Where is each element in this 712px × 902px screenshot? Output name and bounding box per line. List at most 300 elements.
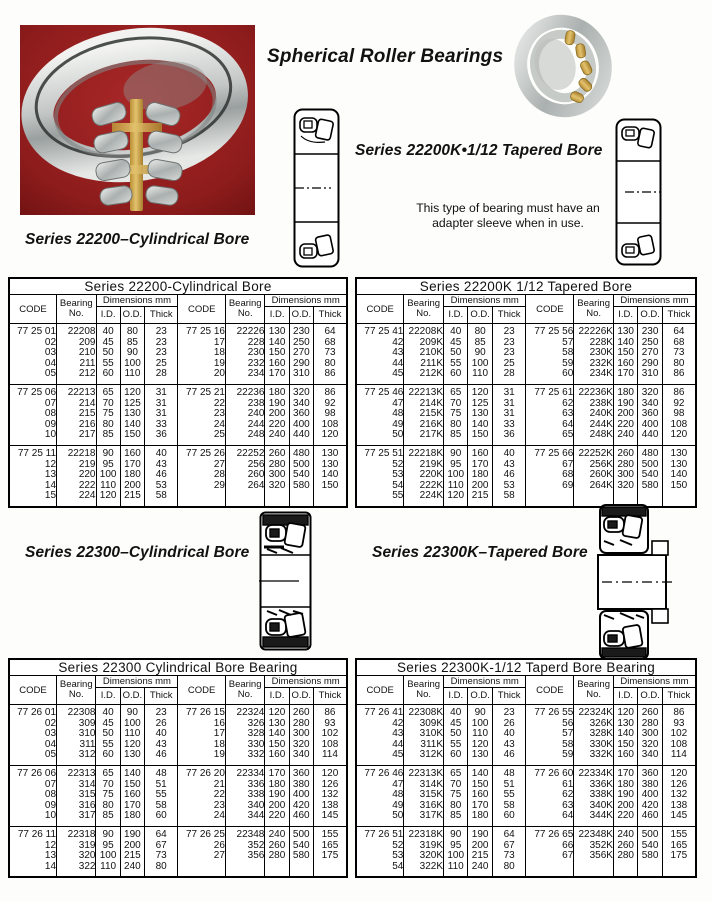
table-title: Series 22300 Cylindrical Bore Bearing bbox=[9, 659, 347, 676]
thick-cell: 33 bbox=[145, 420, 178, 431]
bearing-no-cell: 356K bbox=[574, 851, 614, 862]
thick-cell: 40 bbox=[492, 445, 526, 459]
bearing-no-cell: 260 bbox=[225, 470, 264, 481]
code-cell: 77 26 65 bbox=[526, 826, 574, 840]
thick-cell: 86 bbox=[314, 384, 348, 398]
code-cell: 50 bbox=[392, 811, 404, 822]
code-cell: 19 bbox=[178, 750, 226, 765]
bearing-no-cell: 22308 bbox=[57, 705, 96, 719]
id-cell: 110 bbox=[444, 862, 468, 878]
table-row bbox=[356, 780, 696, 791]
od-cell: 130 bbox=[120, 750, 144, 765]
table-row-group bbox=[356, 826, 696, 877]
bearing-no-cell: 22334 bbox=[225, 765, 264, 779]
table-row bbox=[356, 851, 696, 862]
od-cell: 180 bbox=[468, 470, 492, 481]
id-cell: 120 bbox=[96, 491, 120, 507]
table-row-group bbox=[9, 765, 347, 826]
id-cell: 70 bbox=[96, 399, 120, 410]
od-cell: 290 bbox=[638, 359, 662, 370]
table-row bbox=[9, 729, 347, 740]
od-cell: 215 bbox=[468, 491, 492, 507]
bearing-no-cell: 240 bbox=[225, 409, 264, 420]
od-cell: 580 bbox=[289, 481, 313, 492]
code-cell: 63 bbox=[526, 801, 574, 812]
table-row-group bbox=[356, 705, 696, 766]
id-cell: 50 bbox=[96, 729, 120, 740]
bearing-photo-large-art bbox=[20, 25, 255, 215]
column-header-thick: Thick bbox=[314, 307, 348, 324]
od-cell: 340 bbox=[289, 750, 313, 765]
thick-cell: 140 bbox=[662, 470, 696, 481]
thick-cell: 64 bbox=[492, 826, 526, 840]
id-cell: 75 bbox=[444, 790, 468, 801]
code-cell: 03 bbox=[44, 729, 57, 740]
bearing-no-cell: 22213K bbox=[404, 384, 444, 398]
bearing-no-cell: 22334K bbox=[574, 765, 614, 779]
thick-cell: 80 bbox=[662, 359, 696, 370]
code-cell: 07 bbox=[44, 398, 57, 409]
table-row bbox=[356, 862, 696, 878]
id-cell: 50 bbox=[444, 348, 468, 359]
thick-cell: 31 bbox=[145, 409, 178, 420]
thick-cell: 31 bbox=[492, 384, 526, 398]
thick-cell: 23 bbox=[492, 324, 526, 338]
code-cell: 77 26 06 bbox=[9, 765, 57, 779]
id-cell: 75 bbox=[96, 409, 120, 420]
od-cell: 580 bbox=[638, 481, 662, 492]
id-cell: 150 bbox=[613, 348, 637, 359]
thick-cell: 60 bbox=[145, 811, 178, 826]
od-cell: 215 bbox=[468, 851, 492, 862]
table-row bbox=[9, 338, 347, 349]
adapter-sleeve-note bbox=[398, 201, 618, 232]
od-cell: 160 bbox=[468, 445, 492, 459]
id-cell: 320 bbox=[265, 481, 289, 492]
table-title: Series 22300K-1/12 Taperd Bore Bearing bbox=[356, 659, 696, 676]
bearing-no-cell: 322 bbox=[57, 862, 96, 878]
table-row bbox=[9, 851, 347, 862]
bearing-no-cell: 220 bbox=[57, 470, 96, 481]
od-cell: 150 bbox=[120, 780, 144, 791]
code-cell: 08 bbox=[44, 409, 57, 420]
id-cell: 260 bbox=[613, 445, 637, 459]
id-cell: 240 bbox=[613, 430, 637, 445]
id-cell: 65 bbox=[444, 384, 468, 398]
thick-cell: 145 bbox=[662, 811, 696, 826]
od-cell: 310 bbox=[289, 369, 313, 384]
code-cell: 13 bbox=[44, 470, 57, 481]
id-cell: 180 bbox=[265, 384, 289, 398]
od-cell: 200 bbox=[120, 481, 144, 492]
column-header-code: CODE bbox=[19, 684, 47, 696]
code-cell: 64 bbox=[526, 420, 574, 431]
id-cell: 190 bbox=[265, 399, 289, 410]
code-cell: 43 bbox=[392, 729, 404, 740]
thick-cell: 175 bbox=[313, 851, 347, 862]
od-cell: 290 bbox=[289, 359, 313, 370]
bearing-no-cell: 317 bbox=[57, 811, 96, 826]
id-cell: 55 bbox=[96, 740, 120, 751]
id-cell: 240 bbox=[613, 826, 637, 840]
bearing-no-cell: 344 bbox=[225, 811, 264, 826]
bearing-no-cell: 319 bbox=[57, 841, 96, 852]
code-cell: 09 bbox=[44, 419, 57, 430]
bearing-no-cell: 260K bbox=[574, 470, 614, 481]
od-cell bbox=[289, 491, 313, 507]
bearing-no-cell: 22236 bbox=[225, 384, 264, 398]
thick-cell: 73 bbox=[145, 851, 178, 862]
id-cell: 40 bbox=[444, 705, 468, 719]
bearing-no-cell: 217K bbox=[404, 430, 444, 445]
bearing-no-cell: 22318 bbox=[57, 826, 96, 840]
adapter-sleeve-note-line2: adapter sleeve when in use. bbox=[432, 216, 584, 231]
column-header-dimensions: Dimensions mm bbox=[96, 295, 178, 307]
id-cell: 95 bbox=[96, 460, 120, 471]
od-cell: 320 bbox=[638, 740, 662, 751]
bearing-no-cell: 22226K bbox=[574, 324, 614, 338]
id-cell: 80 bbox=[96, 420, 120, 431]
bearing-no-cell: 310K bbox=[404, 729, 444, 740]
bearing-no-cell bbox=[225, 491, 264, 507]
thick-cell: 64 bbox=[145, 826, 178, 840]
od-cell: 190 bbox=[468, 826, 492, 840]
table-row-group bbox=[9, 384, 347, 445]
code-cell: 22 bbox=[178, 790, 226, 801]
bearing-no-cell: 315 bbox=[57, 790, 96, 801]
thick-cell: 138 bbox=[313, 801, 347, 812]
thick-cell: 86 bbox=[662, 384, 696, 398]
od-cell: 215 bbox=[120, 491, 144, 507]
bearing-no-cell: 320 bbox=[57, 851, 96, 862]
id-cell: 40 bbox=[444, 324, 468, 338]
od-cell: 300 bbox=[289, 729, 313, 740]
code-cell: 77 25 26 bbox=[178, 445, 226, 459]
bearing-no-cell: 336 bbox=[225, 780, 264, 791]
id-cell: 70 bbox=[444, 780, 468, 791]
bearing-no-cell: 332 bbox=[225, 750, 264, 765]
bearing-no-cell: 312 bbox=[57, 750, 96, 765]
table-row bbox=[9, 369, 347, 384]
column-header-id: I.D. bbox=[265, 307, 289, 324]
bearing-no-cell: 352 bbox=[225, 841, 264, 852]
bearing-cross-section-diagram-22300k bbox=[596, 503, 674, 661]
code-cell: 05 bbox=[44, 750, 57, 761]
table-row bbox=[356, 790, 696, 801]
thick-cell: 43 bbox=[492, 740, 526, 751]
od-cell: 160 bbox=[120, 445, 144, 459]
od-cell: 380 bbox=[638, 780, 662, 791]
od-cell: 420 bbox=[638, 801, 662, 812]
thick-cell: 155 bbox=[313, 826, 347, 840]
id-cell: 95 bbox=[444, 460, 468, 471]
id-cell: 260 bbox=[265, 841, 289, 852]
column-header-id: I.D. bbox=[613, 688, 637, 705]
thick-cell: 51 bbox=[492, 780, 526, 791]
table-series-22300 bbox=[8, 658, 348, 878]
thick-cell: 80 bbox=[314, 359, 348, 370]
id-cell: 180 bbox=[265, 780, 289, 791]
bearing-no-cell: 22313 bbox=[57, 765, 96, 779]
table-row bbox=[356, 719, 696, 730]
bearing-no-cell: 310 bbox=[57, 729, 96, 740]
bearing-no-cell: 316K bbox=[404, 801, 444, 812]
id-cell: 280 bbox=[265, 460, 289, 471]
thick-cell: 86 bbox=[662, 369, 696, 384]
table-row-group bbox=[356, 384, 696, 445]
bearing-no-cell: 314K bbox=[404, 780, 444, 791]
bearing-no-cell: 22318K bbox=[404, 826, 444, 840]
code-cell bbox=[526, 862, 574, 878]
thick-cell: 130 bbox=[662, 460, 696, 471]
bearing-no-cell: 314 bbox=[57, 780, 96, 791]
od-cell: 110 bbox=[468, 729, 492, 740]
column-header-bearing-no: Bearing No. bbox=[404, 676, 444, 705]
thick-cell: 64 bbox=[314, 324, 348, 338]
column-header-thick: Thick bbox=[313, 688, 347, 705]
thick-cell: 23 bbox=[145, 705, 178, 719]
od-cell: 400 bbox=[289, 790, 313, 801]
code-cell: 52 bbox=[392, 840, 404, 851]
column-header-id: I.D. bbox=[265, 688, 289, 705]
id-cell: 220 bbox=[613, 811, 637, 826]
bearing-no-cell: 244 bbox=[225, 420, 264, 431]
code-cell: 64 bbox=[526, 811, 574, 826]
code-cell: 77 25 41 bbox=[356, 324, 404, 338]
code-cell: 19 bbox=[178, 359, 226, 370]
id-cell: 200 bbox=[265, 801, 289, 812]
od-cell bbox=[289, 862, 313, 878]
bearing-no-cell: 330K bbox=[574, 740, 614, 751]
thick-cell: 120 bbox=[662, 765, 696, 779]
od-cell: 90 bbox=[120, 705, 144, 719]
column-header-bearing-no: Bearing No. bbox=[404, 295, 444, 324]
code-cell: 27 bbox=[178, 851, 226, 862]
table-title: Series 22200K 1/12 Tapered Bore bbox=[356, 278, 696, 295]
bearing-no-cell: 22324K bbox=[574, 705, 614, 719]
table-row-group bbox=[9, 826, 347, 877]
code-cell: 17 bbox=[178, 338, 226, 349]
thick-cell: 28 bbox=[492, 369, 526, 384]
bearing-no-cell: 230K bbox=[574, 348, 614, 359]
id-cell: 100 bbox=[96, 470, 120, 481]
od-cell: 360 bbox=[638, 765, 662, 779]
thick-cell: 26 bbox=[145, 719, 178, 730]
code-cell: 49 bbox=[392, 800, 404, 811]
thick-cell: 58 bbox=[492, 801, 526, 812]
od-cell: 125 bbox=[468, 399, 492, 410]
bearing-no-cell: 220K bbox=[404, 470, 444, 481]
thick-cell: 31 bbox=[492, 399, 526, 410]
id-cell: 150 bbox=[265, 348, 289, 359]
bearing-cross-section-diagram-22300 bbox=[259, 511, 312, 651]
code-cell: 05 bbox=[44, 369, 57, 380]
bearing-no-cell: 22236K bbox=[574, 384, 614, 398]
id-cell: 150 bbox=[265, 740, 289, 751]
table-row bbox=[356, 765, 696, 779]
code-cell: 67 bbox=[526, 460, 574, 471]
series-22200-caption: Series 22200–Cylindrical Bore bbox=[25, 231, 250, 248]
table-row-group bbox=[9, 705, 347, 766]
thick-cell: 36 bbox=[492, 430, 526, 445]
column-header-code: CODE bbox=[526, 295, 574, 324]
thick-cell: 23 bbox=[492, 348, 526, 359]
code-cell: 77 25 06 bbox=[9, 384, 57, 398]
thick-cell: 25 bbox=[492, 359, 526, 370]
code-cell: 47 bbox=[392, 398, 404, 409]
bearing-no-cell: 224 bbox=[57, 491, 96, 507]
od-cell: 150 bbox=[468, 430, 492, 445]
code-cell: 07 bbox=[44, 779, 57, 790]
id-cell: 100 bbox=[444, 470, 468, 481]
bearing-no-cell: 352K bbox=[574, 841, 614, 852]
od-cell: 280 bbox=[289, 719, 313, 730]
code-cell: 77 26 01 bbox=[9, 705, 57, 719]
id-cell: 130 bbox=[613, 719, 637, 730]
od-cell: 360 bbox=[289, 409, 313, 420]
table-row bbox=[356, 750, 696, 765]
id-cell: 150 bbox=[613, 740, 637, 751]
od-cell: 500 bbox=[289, 460, 313, 471]
table-row bbox=[9, 359, 347, 370]
column-header-od: O.D. bbox=[468, 307, 492, 324]
column-header-id: I.D. bbox=[96, 688, 120, 705]
od-cell: 120 bbox=[468, 384, 492, 398]
od-cell: 460 bbox=[638, 811, 662, 826]
code-cell: 48 bbox=[392, 790, 404, 801]
id-cell: 260 bbox=[265, 445, 289, 459]
thick-cell: 64 bbox=[662, 324, 696, 338]
bearing-no-cell: 311 bbox=[57, 740, 96, 751]
od-cell: 580 bbox=[289, 851, 313, 862]
bearing-cross-section-diagram-22200 bbox=[293, 108, 340, 268]
od-cell: 480 bbox=[289, 445, 313, 459]
od-cell: 170 bbox=[120, 460, 144, 471]
column-header-code: CODE bbox=[178, 295, 226, 324]
bearing-no-cell: 22252K bbox=[574, 445, 614, 459]
id-cell: 55 bbox=[444, 740, 468, 751]
column-header-od: O.D. bbox=[638, 307, 662, 324]
code-cell: 53 bbox=[392, 470, 404, 481]
table-row bbox=[356, 399, 696, 410]
od-cell: 80 bbox=[468, 324, 492, 338]
thick-cell: 25 bbox=[145, 359, 178, 370]
code-cell: 26 bbox=[178, 841, 226, 852]
table-row bbox=[9, 420, 347, 431]
thick-cell: 43 bbox=[145, 460, 178, 471]
code-cell: 77 25 16 bbox=[178, 324, 226, 338]
column-header-od: O.D. bbox=[289, 307, 313, 324]
bearing-no-cell: 22226 bbox=[225, 324, 264, 338]
od-cell: 200 bbox=[468, 481, 492, 492]
id-cell: 110 bbox=[444, 481, 468, 492]
id-cell: 85 bbox=[444, 811, 468, 826]
code-cell: 24 bbox=[178, 420, 226, 431]
code-cell: 58 bbox=[526, 348, 574, 359]
id-cell: 65 bbox=[96, 384, 120, 398]
thick-cell: 55 bbox=[492, 790, 526, 801]
od-cell: 180 bbox=[468, 811, 492, 826]
table-row bbox=[9, 862, 347, 878]
id-cell: 120 bbox=[613, 705, 637, 719]
id-cell: 90 bbox=[96, 826, 120, 840]
code-cell: 21 bbox=[178, 780, 226, 791]
id-cell: 200 bbox=[613, 801, 637, 812]
code-cell: 67 bbox=[526, 851, 574, 862]
bearing-no-cell: 224K bbox=[404, 491, 444, 507]
bearing-no-cell: 211 bbox=[57, 359, 96, 370]
column-header-od: O.D. bbox=[120, 307, 144, 324]
code-cell: 44 bbox=[392, 358, 404, 369]
code-cell: 25 bbox=[178, 430, 226, 445]
id-cell: 170 bbox=[613, 369, 637, 384]
bearing-no-cell: 214K bbox=[404, 399, 444, 410]
od-cell: 150 bbox=[468, 780, 492, 791]
code-cell: 43 bbox=[392, 348, 404, 359]
code-cell: 02 bbox=[44, 337, 57, 348]
thick-cell: 140 bbox=[314, 470, 348, 481]
thick-cell: 102 bbox=[313, 729, 347, 740]
od-cell: 480 bbox=[638, 445, 662, 459]
table-row bbox=[356, 811, 696, 826]
thick-cell bbox=[313, 862, 347, 878]
od-cell: 150 bbox=[120, 430, 144, 445]
table-row-group bbox=[9, 324, 347, 385]
page-title: Spherical Roller Bearings bbox=[267, 46, 504, 67]
od-cell: 110 bbox=[120, 369, 144, 384]
table-row bbox=[9, 384, 347, 398]
thick-cell: 150 bbox=[314, 481, 348, 492]
code-cell: 23 bbox=[178, 801, 226, 812]
id-cell: 160 bbox=[613, 750, 637, 765]
code-cell: 04 bbox=[44, 739, 57, 750]
id-cell: 70 bbox=[444, 399, 468, 410]
thick-cell: 23 bbox=[492, 705, 526, 719]
od-cell: 440 bbox=[289, 430, 313, 445]
thick-cell: 150 bbox=[662, 481, 696, 492]
column-header-dimensions: Dimensions mm bbox=[265, 295, 347, 307]
table-row-group bbox=[9, 445, 347, 506]
od-cell: 340 bbox=[289, 399, 313, 410]
id-cell: 55 bbox=[444, 359, 468, 370]
bearing-no-cell: 336K bbox=[574, 780, 614, 791]
code-cell: 77 26 11 bbox=[9, 826, 57, 840]
thick-cell: 93 bbox=[662, 719, 696, 730]
id-cell: 70 bbox=[96, 780, 120, 791]
thick-cell: 126 bbox=[662, 780, 696, 791]
bearing-cross-section-diagram-22200k bbox=[615, 118, 662, 266]
id-cell: 320 bbox=[613, 481, 637, 492]
bearing-no-cell: 256K bbox=[574, 460, 614, 471]
code-cell: 14 bbox=[44, 861, 57, 872]
id-cell bbox=[613, 862, 637, 878]
thick-cell: 108 bbox=[662, 420, 696, 431]
od-cell: 320 bbox=[289, 740, 313, 751]
bearing-no-cell: 22213 bbox=[57, 384, 96, 398]
od-cell: 190 bbox=[120, 826, 144, 840]
table-row bbox=[356, 369, 696, 384]
table-row bbox=[356, 384, 696, 398]
code-cell: 69 bbox=[526, 481, 574, 492]
code-cell: 55 bbox=[392, 491, 404, 502]
series-22200k-heading: Series 22200K•1/12 Tapered Bore bbox=[355, 142, 603, 159]
column-header-thick: Thick bbox=[492, 688, 526, 705]
od-cell: 120 bbox=[468, 740, 492, 751]
code-cell: 62 bbox=[526, 399, 574, 410]
id-cell: 220 bbox=[265, 420, 289, 431]
id-cell: 40 bbox=[96, 705, 120, 719]
id-cell: 95 bbox=[444, 841, 468, 852]
